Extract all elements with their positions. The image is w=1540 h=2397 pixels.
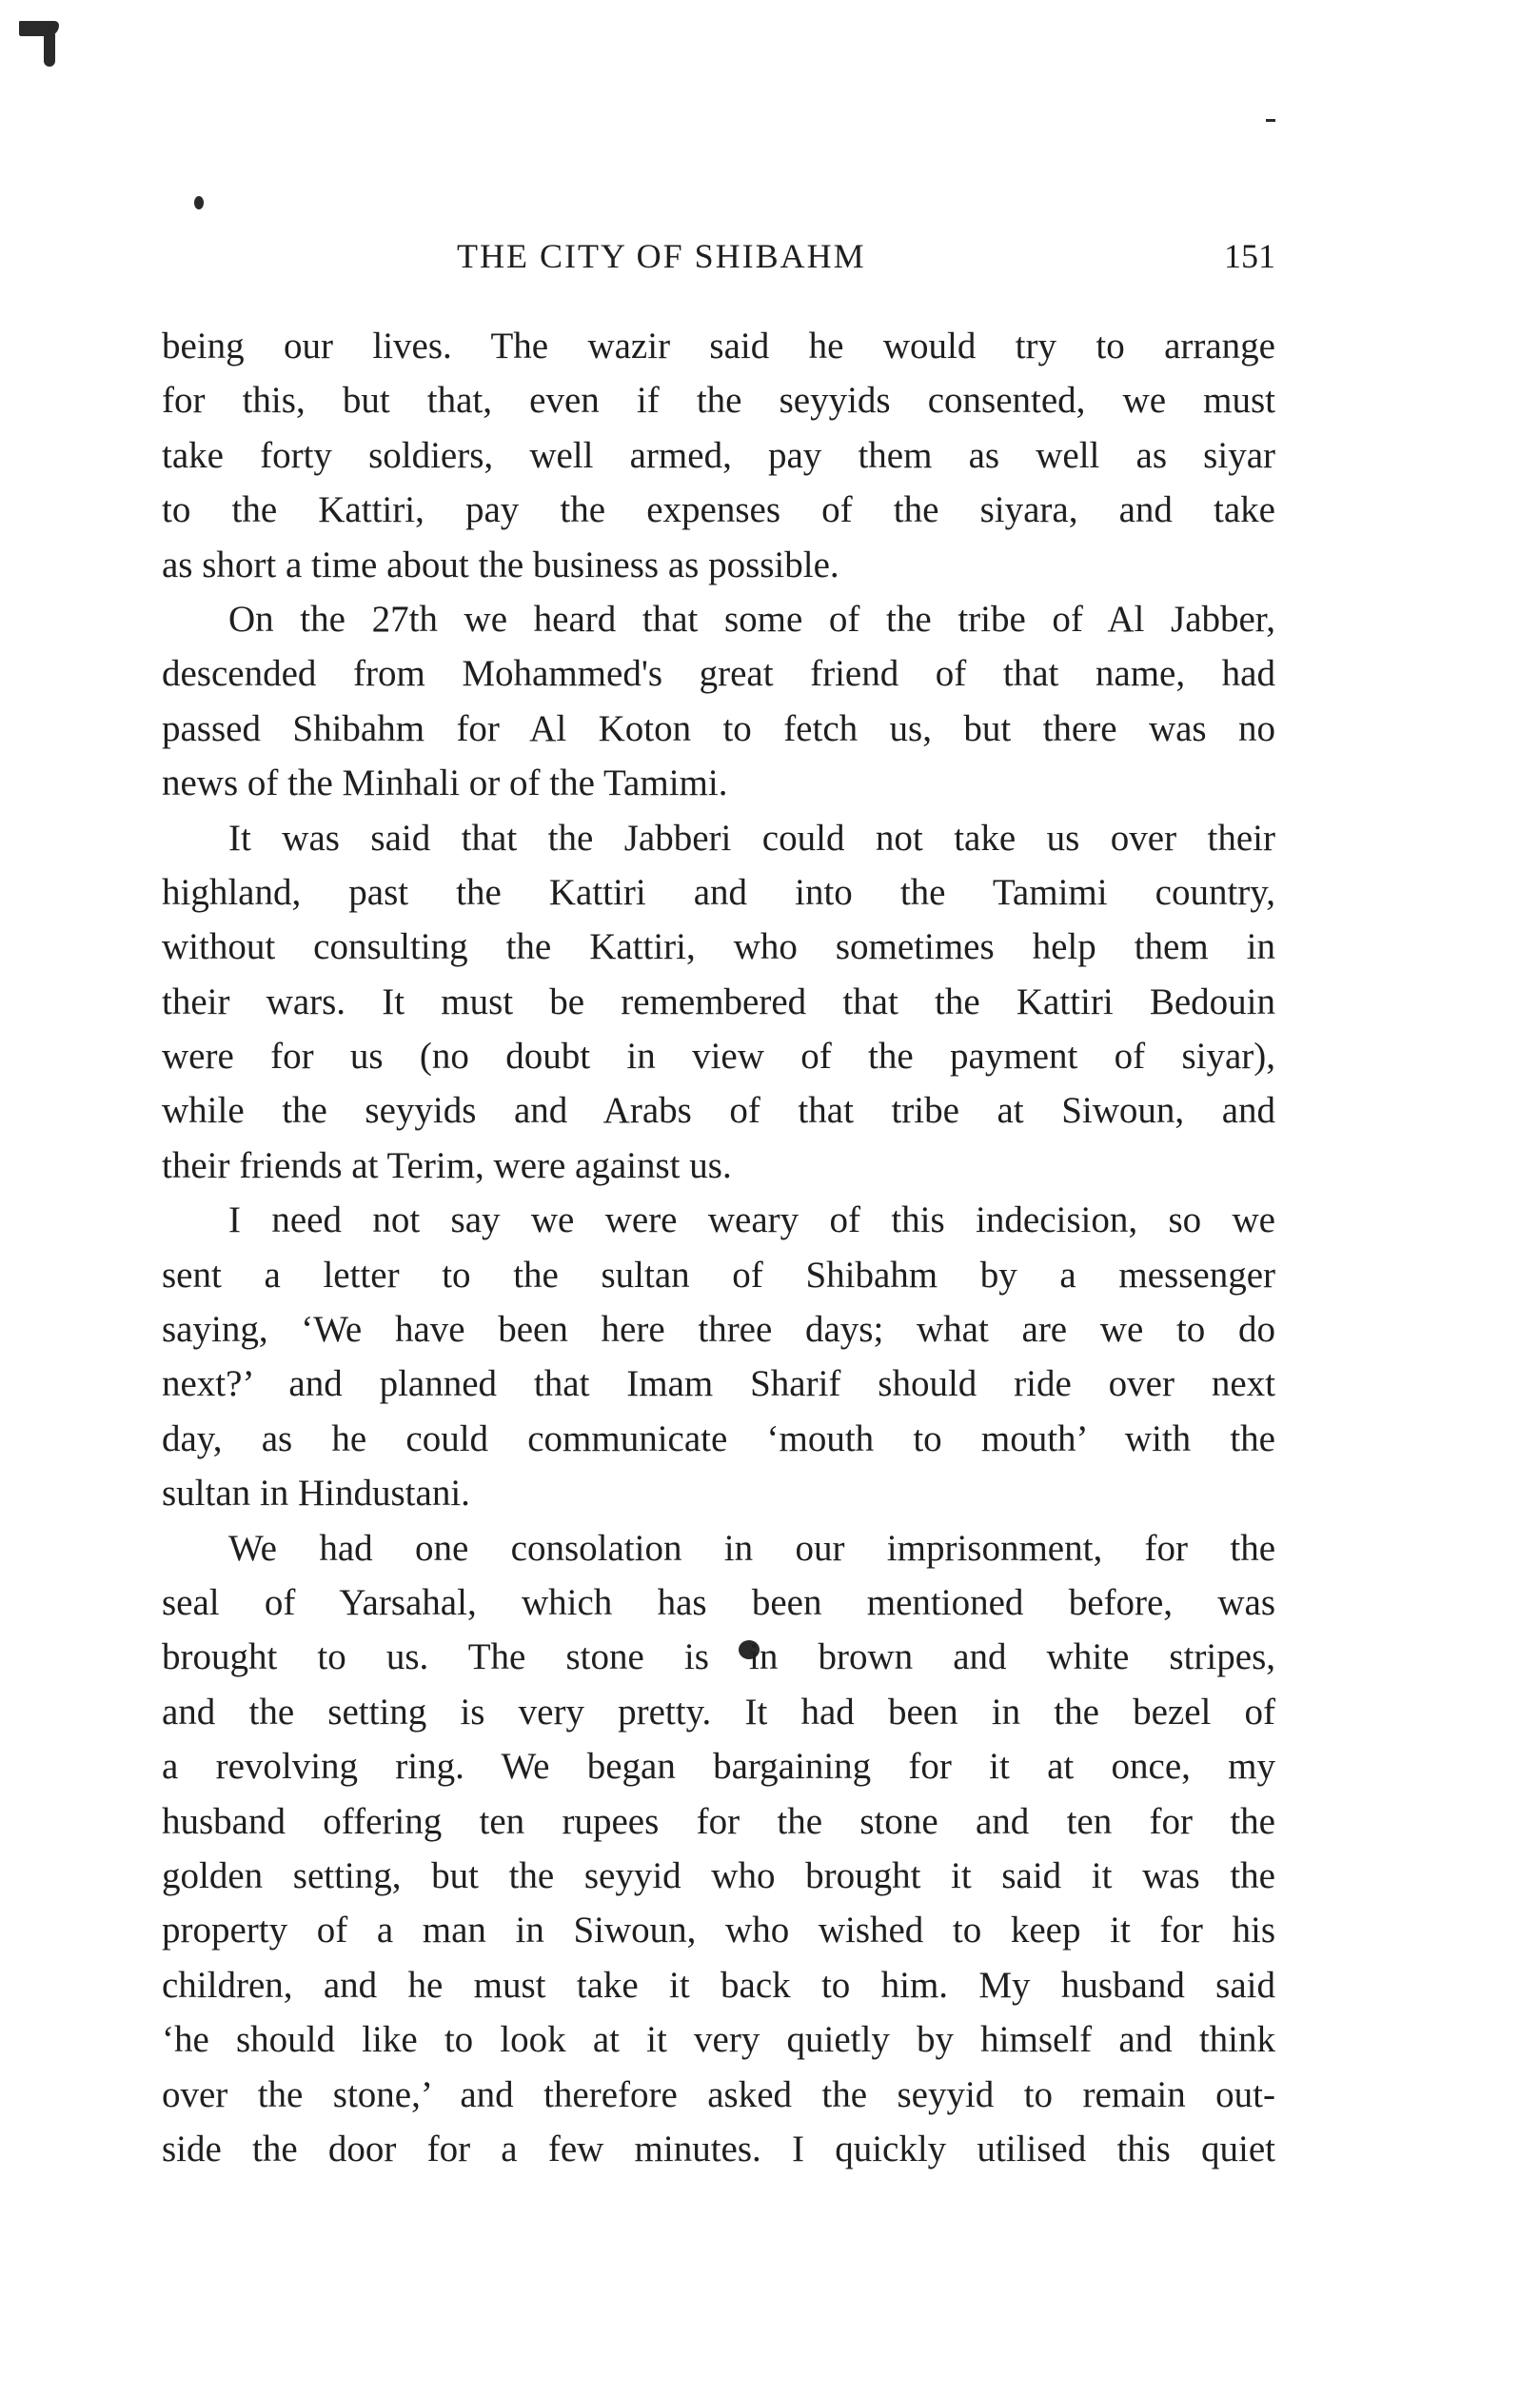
text-line: descended from Mohammed's great friend of that name, had: [162, 653, 1275, 695]
text-line: brought to us. The stone is in brown and white stripes,: [162, 1636, 1275, 1678]
paragraph: [162, 811, 1275, 1194]
text-line: It was said that the Jabberi could not take us over their: [228, 817, 1275, 859]
scan-speck-top-left-tail: [44, 32, 55, 67]
text-line: day, as he could communicate ‘mouth to mouth’ with the: [162, 1417, 1275, 1459]
text-line: golden setting, but the seyyid who brought it said it was the: [162, 1854, 1275, 1896]
text-line: sultan in Hindustani.: [162, 1473, 470, 1515]
text-line: as short a time about the business as possible.: [162, 544, 839, 585]
text-line: On the 27th we heard that some of the tribe of Al Jabber,: [228, 598, 1275, 640]
text-line: over the stone,’ and therefore asked the seyyid to remain out-: [162, 2073, 1275, 2115]
text-line: seal of Yarsahal, which has been mentioned before, was: [162, 1581, 1275, 1623]
text-line: highland, past the Kattiri and into the Tamimi country,: [162, 871, 1275, 913]
text-line: to the Kattiri, pay the expenses of the siyara, and take: [162, 489, 1275, 531]
text-line: while the seyyids and Arabs of that tribe at Siwoun, and: [162, 1090, 1275, 1132]
text-line: sent a letter to the sultan of Shibahm by a messenger: [162, 1254, 1275, 1296]
text-line: their wars. It must be remembered that the Kattiri Bedouin: [162, 981, 1275, 1022]
text-line: ‘he should like to look at it very quietly by himself and think: [162, 2019, 1275, 2061]
text-line: and the setting is very pretty. It had been in the bezel of: [162, 1691, 1275, 1733]
text-line: property of a man in Siwoun, who wished to keep it for his: [162, 1910, 1275, 1951]
text-line: passed Shibahm for Al Koton to fetch us, but there was no: [162, 707, 1275, 749]
running-head: [162, 236, 1275, 284]
body-text: [162, 319, 1275, 2176]
text-line: for this, but that, even if the seyyids consented, we must: [162, 380, 1275, 422]
text-line: husband offering ten rupees for the stone and ten for the: [162, 1800, 1275, 1842]
paragraph: [162, 592, 1275, 811]
text-line: next?’ and planned that Imam Sharif should ride over next: [162, 1363, 1275, 1405]
paragraph: [162, 1521, 1275, 2177]
running-title: THE CITY OF SHIBAHM: [457, 237, 866, 275]
text-line: I need not say we were weary of this indecision, so we: [228, 1199, 1275, 1241]
paragraph: [162, 319, 1275, 592]
text-line: their friends at Terim, were against us.: [162, 1144, 732, 1186]
text-line: children, and he must take it back to him. My husband said: [162, 1964, 1275, 2006]
text-line: were for us (no doubt in view of the payment of siyar),: [162, 1036, 1275, 1078]
scan-speck-right: [1266, 119, 1275, 122]
text-line: side the door for a few minutes. I quickly utilised this quiet: [162, 2128, 1275, 2169]
text-line: saying, ‘We have been here three days; what are we to do: [162, 1309, 1275, 1351]
paragraph: [162, 1193, 1275, 1520]
text-line: being our lives. The wazir said he would try to arrange: [162, 326, 1275, 366]
page-number: 151: [1224, 237, 1275, 275]
text-line: news of the Minhali or of the Tamimi.: [162, 763, 728, 804]
scan-speck-bullet: [194, 196, 204, 209]
text-line: without consulting the Kattiri, who sometimes help them in: [162, 926, 1275, 968]
text-line: We had one consolation in our imprisonment, for the: [228, 1527, 1275, 1569]
text-line: take forty soldiers, well armed, pay them as well as siyar: [162, 434, 1275, 476]
text-line: a revolving ring. We began bargaining for it at once, my: [162, 1746, 1275, 1788]
